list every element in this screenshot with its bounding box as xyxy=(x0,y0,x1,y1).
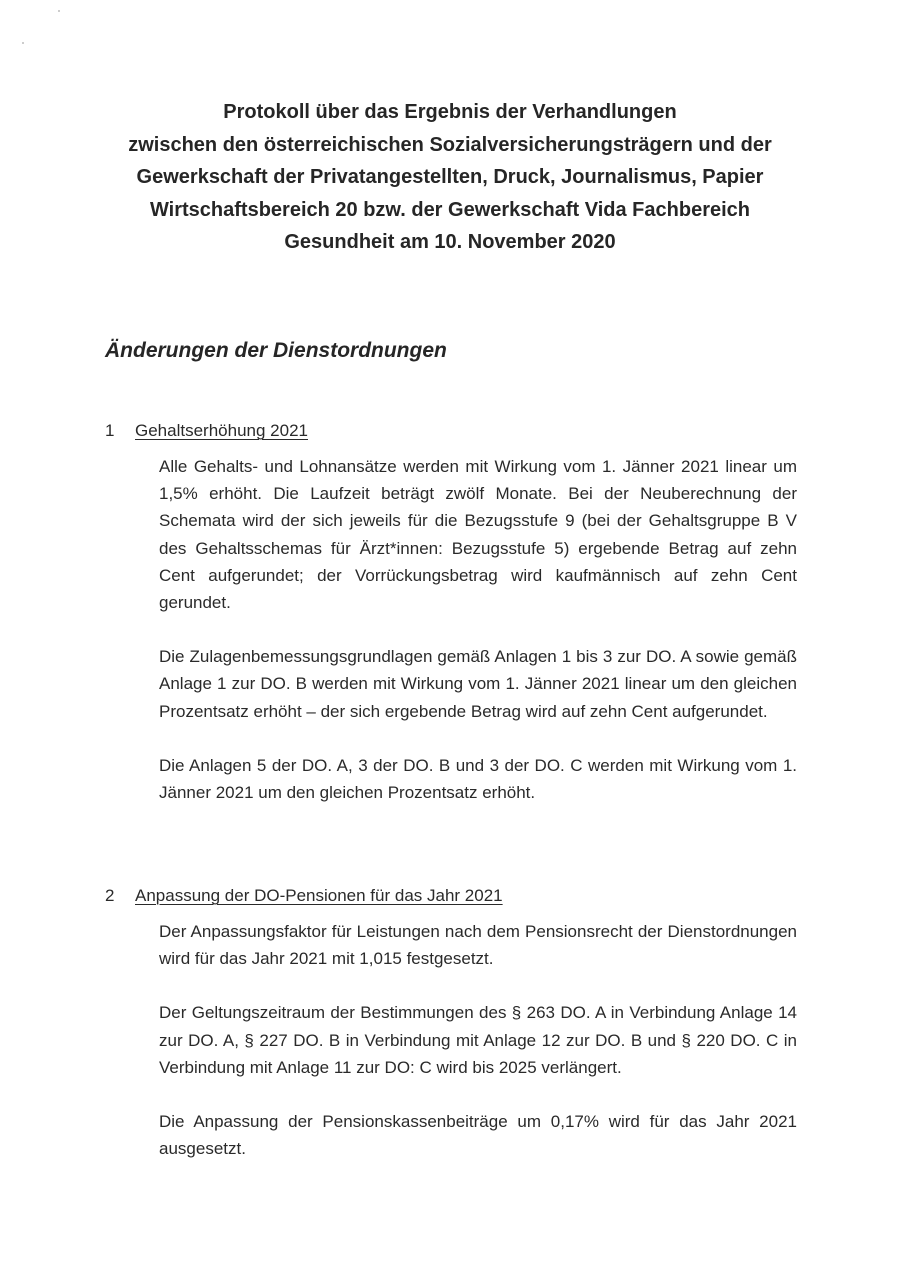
paragraph: Die Anlagen 5 der DO. A, 3 der DO. B und 3 der DO. C werden mit Wirkung vom 1. Jänner 2021 um den gleichen Prozentsatz erhöht. xyxy=(159,755,797,803)
paragraph: Die Zulagenbemessungsgrundlagen gemäß Anlagen 1 bis 3 zur DO. A sowie gemäß Anlage 1 zur DO. B werden mit Wirkung vom 1. Jänner 2021 linear um den gleichen Prozentsatz erhöht – der sich ergebende Betrag wird auf zehn Cent aufgerundet. xyxy=(159,647,797,721)
item-number: 2 xyxy=(105,886,115,905)
paragraph: Der Geltungszeitraum der Bestimmungen des § 263 DO. A in Verbindung Anlage 14 zur DO. A, § 227 DO. B in Verbindung mit Anlage 12 zur DO. B und § 220 DO. C in Verbindung mit Anlage 11 zur DO: C wird bis 2025 verlängert. xyxy=(159,1003,797,1077)
title-line: zwischen den österreichischen Sozialversicherungsträgern und der xyxy=(128,133,772,156)
title-line: Gewerkschaft der Privatangestellten, Druck, Journalismus, Papier xyxy=(136,166,764,188)
title-line: Gesundheit am 10. November 2020 xyxy=(284,231,616,253)
numbered-item xyxy=(105,420,805,806)
scan-speck xyxy=(22,42,24,44)
item-title: Anpassung der DO-Pensionen für das Jahr 2021 xyxy=(135,886,503,905)
paragraph: Der Anpassungsfaktor für Leistungen nach dem Pensionsrecht der Dienstordnungen wird für das Jahr 2021 mit 1,015 festgesetzt. xyxy=(159,922,797,969)
section-heading: Änderungen der Dienstordnungen xyxy=(105,339,447,362)
document-title xyxy=(90,96,810,259)
title-line: Protokoll über das Ergebnis der Verhandlungen xyxy=(223,101,677,123)
item-title: Gehaltserhöhung 2021 xyxy=(135,421,308,440)
item-number: 1 xyxy=(105,421,115,440)
item-heading xyxy=(105,420,805,442)
title-line: Wirtschaftsbereich 20 bzw. der Gewerkschaft Vida Fachbereich xyxy=(149,198,751,221)
paragraph: Die Anpassung der Pensionskassenbeiträge um 0,17% wird für das Jahr 2021 ausgesetzt. xyxy=(159,1112,797,1159)
item-heading xyxy=(105,885,805,907)
paragraph: Alle Gehalts- und Lohnansätze werden mit Wirkung vom 1. Jänner 2021 linear um 1,5% erhöht. Die Laufzeit beträgt zwölf Monate. Bei der Neuberechnung der Schemata wird der sich jeweils für die Bezugsstufe 9 (bei der Gehaltsgruppe B V des Gehaltsschemas für Ärzt*innen: Bezugsstufe 5) ergebende Betrag auf zehn Cent aufgerundet; der Vorrückungsbetrag wird kaufmännisch auf zehn Cent gerundet. xyxy=(159,457,797,613)
numbered-item xyxy=(105,885,805,1162)
scan-speck xyxy=(58,10,60,12)
